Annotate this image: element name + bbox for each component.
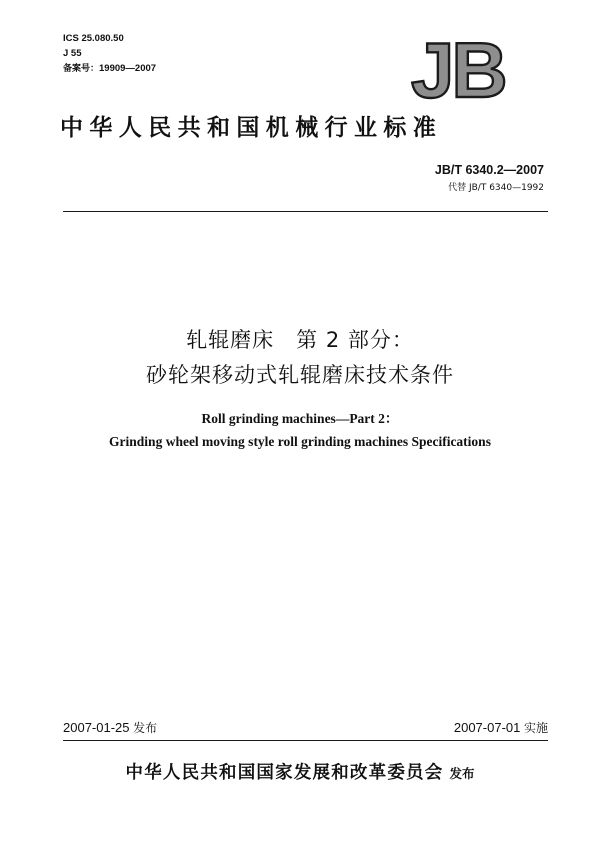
chinese-title-line-1: 轧辊磨床 第 2 部分： (186, 328, 414, 352)
jb-logo (408, 29, 524, 101)
issue-date-value: 2007-01-25 (63, 720, 130, 735)
effective-date-label: 实施 (523, 721, 548, 735)
replaces-standard: 代替 JB/T 6340—1992 (448, 183, 544, 193)
issuer-line (0, 760, 600, 787)
issuer-name: 中华人民共和国国家发展和改革委员会 (125, 763, 444, 783)
standard-number: JB/T 6340.2—2007 (434, 163, 544, 177)
english-title-line-2: Grinding wheel moving style roll grinding machines Specifications (109, 434, 491, 449)
effective-date-value: 2007-07-01 (453, 720, 521, 735)
chinese-title-line-2: 砂轮架移动式轧辊磨床技术条件 (146, 363, 454, 387)
jb-logo-text: JB (411, 29, 505, 101)
issue-date-label: 发布 (133, 721, 158, 735)
filing-number (63, 63, 156, 75)
header-divider (63, 211, 548, 212)
issuer-action: 发布 (449, 766, 475, 781)
ics-code: ICS 25.080.50 (63, 33, 124, 44)
standard-category-heading: 中华人民共和国机械行业标准 (60, 115, 443, 141)
issue-date (63, 720, 157, 736)
filing-number-value: 19909—2007 (99, 63, 157, 74)
filing-number-label: 备案号： (63, 64, 100, 74)
footer-divider (63, 740, 548, 741)
effective-date (454, 720, 548, 736)
ccs-code: J 55 (63, 48, 82, 59)
english-title-line-1: Roll grinding machines—Part 2： (201, 411, 399, 426)
